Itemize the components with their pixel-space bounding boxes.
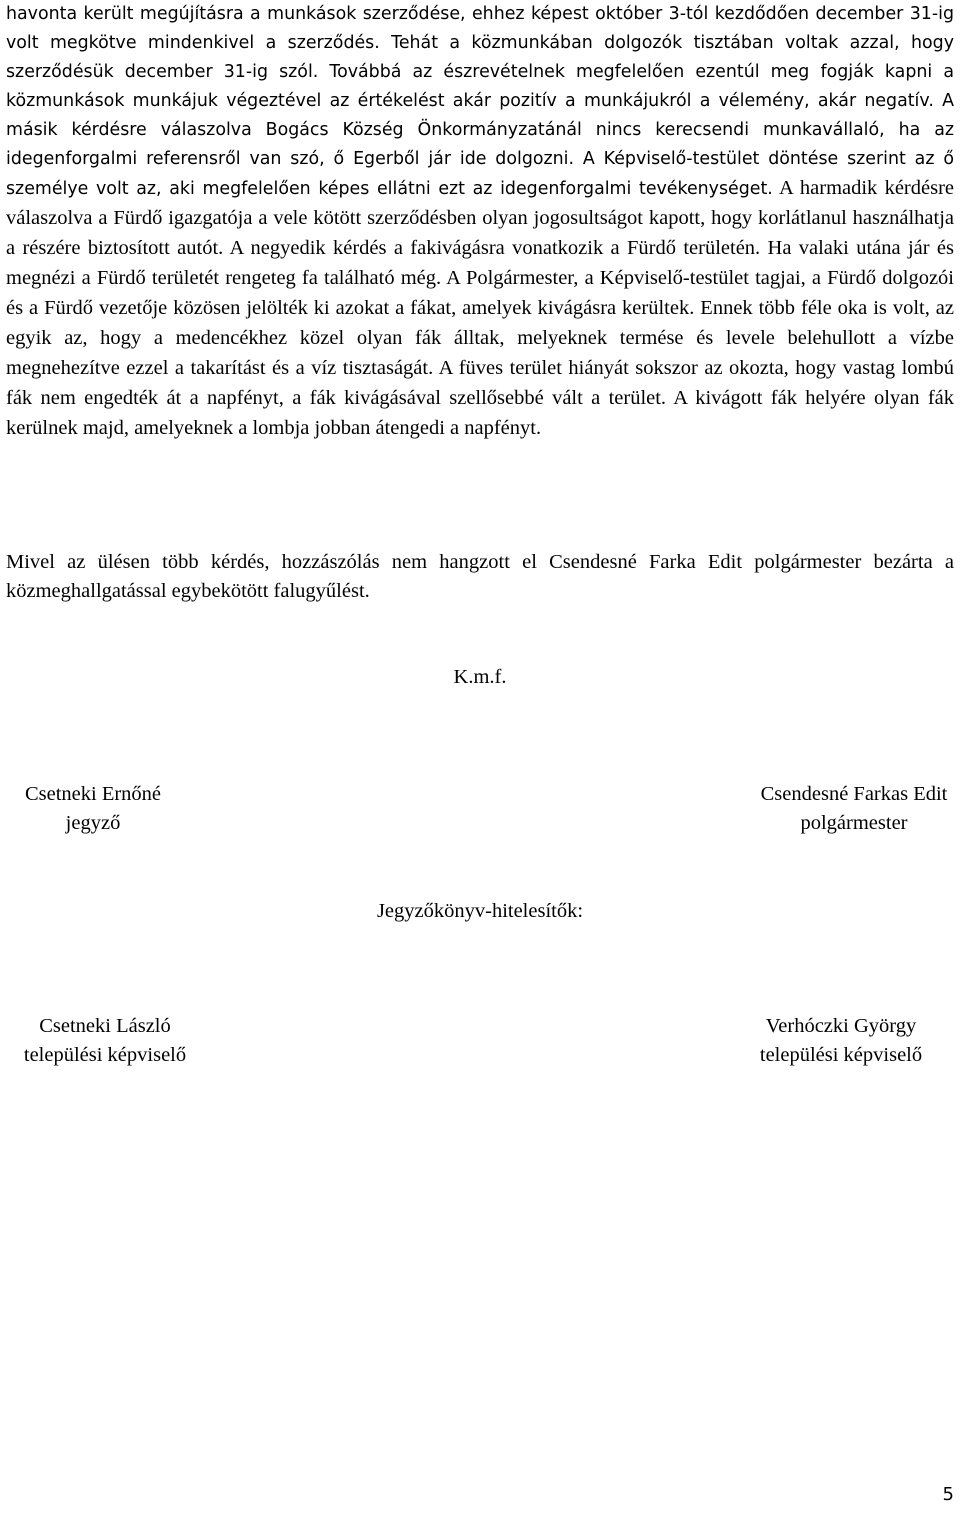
mayor-name: Csendesné Farkas Edit [760, 783, 948, 805]
page-number: 5 [942, 1484, 954, 1505]
signature-block-mayor [748, 780, 960, 838]
minutes-paragraph-1 [6, 0, 954, 444]
signature-block-notary [0, 780, 186, 838]
authenticator-right-role: települési képviselő [759, 1044, 923, 1066]
notary-name: Csetneki Ernőné [24, 783, 162, 805]
authenticator-right [736, 1012, 946, 1070]
authenticator-right-name: Verhóczki György [765, 1015, 917, 1037]
paragraph-1-sans-part: havonta került megújításra a munkások szerződése, ehhez képest október 3-tól kezdődően december 31-ig volt megkötve mindenkivel a szerződés. Tehát a közmunkában dolgozók tisztában voltak azzal, hogy szerződésük december 31-ig szól. Továbbá az észrevételnek megfelelően ezentúl meg fogják kapni a közmunkások munkájuk végeztével az értékelést akár pozitív a munkájukról a vélemény, akár negatív. A másik kérdésre válaszolva Bogács Község Önkormányzatánál nincs kerecsendi munkavállaló, ha az idegenforgalmi referensről van szó, ő Egerből jár ide dolgozni. A Képviselő-testület döntése szerint az ő személye volt az, aki megfelelően képes ellátni ezt az idegenforgalmi tevékenységet. [6, 4, 954, 199]
authenticator-left-role: települési képviselő [23, 1044, 187, 1066]
kmf-closing: K.m.f. [453, 666, 507, 688]
authenticator-left [0, 1012, 210, 1070]
authenticator-left-name: Csetneki László [39, 1015, 171, 1037]
authenticators-heading: Jegyzőkönyv-hitelesítők: [376, 900, 584, 922]
mayor-role: polgármester [800, 812, 908, 834]
paragraph-1-serif-part: A harmadik kérdésre válaszolva a Fürdő igazgatója a vele kötött szerződésben olyan jogosultságot kapott, hogy korlátlanul használhatja a részére biztosított autót. A negyedik kérdés a fakivágásra vonatkozik a Fürdő területén. Ha valaki utána jár és megnézi a Fürdő területét rengeteg fa található még. A Polgármester, a Képviselő-testület tagjai, a Fürdő dolgozói és a Fürdő vezetője közösen jelölték ki azokat a fákat, amelyek kivágásra kerültek. Ennek több féle oka is volt, az egyik az, hogy a medencékhez közel olyan fák álltak, melyeknek termése és levele belehullott a vízbe megnehezítve ezzel a takarítást és a víz tisztaságát. A füves terület hiányát sokszor az okozta, hogy vastag lombú fák nem engedték át a napfényt, a fák kivágásával szellősebbé vált a terület. A kivágott fák helyére olyan fák kerülnek majd, amelyeknek a lombja jobban átengedi a napfényt. [6, 177, 955, 439]
notary-role: jegyző [65, 812, 121, 834]
minutes-paragraph-2: Mivel az ülésen több kérdés, hozzászólás nem hangzott el Csendesné Farka Edit polgármester bezárta a közmeghallgatással egybekötött falugyűlést. [6, 551, 954, 602]
